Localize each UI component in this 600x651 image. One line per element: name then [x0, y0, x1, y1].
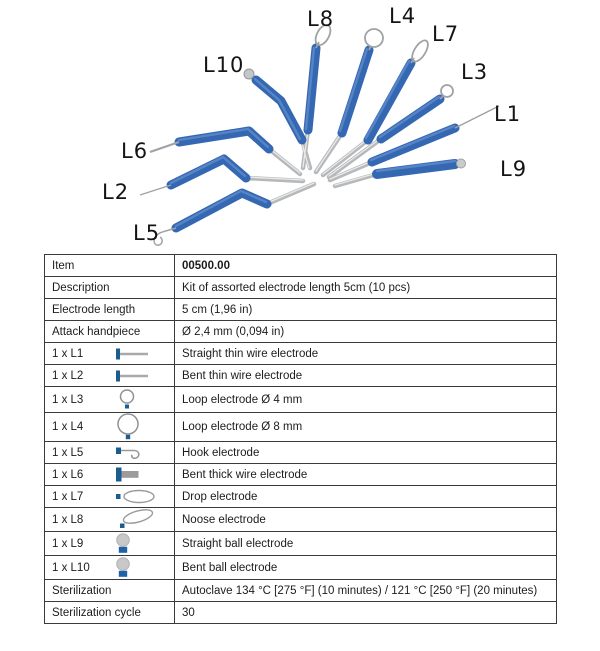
- handle-l2: [171, 159, 246, 185]
- drop-tip-l7: [409, 38, 431, 64]
- row-label: Item: [45, 255, 175, 277]
- bent-ball-electrode-icon: [114, 557, 132, 579]
- loop-4mm-electrode-icon: [114, 388, 140, 412]
- row-label: 1 x L3: [52, 393, 84, 406]
- loop-8mm-electrode-icon: [114, 413, 142, 441]
- row-l9: [45, 532, 557, 556]
- row-label: 1 x L1: [52, 347, 84, 360]
- row-sterilization-cycle: [45, 602, 557, 624]
- row-label: 1 x L4: [52, 421, 84, 433]
- row-label: Electrode length: [45, 299, 175, 321]
- row-value: 30: [175, 602, 557, 624]
- row-l10: [45, 556, 557, 580]
- straight-thin-wire-electrode-icon: [114, 345, 154, 363]
- row-attack-handpiece: [45, 321, 557, 343]
- row-value: Bent ball electrode: [175, 556, 557, 580]
- row-l2: [45, 365, 557, 387]
- photo-label-l2: L2: [102, 180, 130, 204]
- row-description: [45, 277, 557, 299]
- photo-label-l4: L4: [389, 4, 417, 28]
- row-value: Bent thin wire electrode: [175, 365, 557, 387]
- row-l3: [45, 387, 557, 413]
- row-value: Drop electrode: [175, 486, 557, 508]
- row-value: Autoclave 134 °C [275 °F] (10 minutes) / 121 °C [250 °F] (20 minutes): [175, 580, 557, 602]
- bent-thin-wire-electrode-icon: [114, 367, 154, 385]
- electrode-fan-illustration: [0, 0, 600, 250]
- row-item: [45, 255, 557, 277]
- row-l6: [45, 464, 557, 486]
- row-value: 5 cm (1,96 in): [175, 299, 557, 321]
- loop-tip-l4: [365, 29, 383, 47]
- row-sterilization: [45, 580, 557, 602]
- row-value: Straight ball electrode: [175, 532, 557, 556]
- handle-l5: [176, 193, 267, 228]
- row-label: 1 x L8: [52, 513, 84, 526]
- photo-label-l10: L10: [203, 53, 245, 77]
- row-label: Sterilization: [45, 580, 175, 602]
- row-value: Loop electrode Ø 8 mm: [175, 413, 557, 442]
- row-value: Loop electrode Ø 4 mm: [175, 387, 557, 413]
- ball-tip-l9: [457, 159, 466, 168]
- photo-label-l8: L8: [307, 7, 335, 31]
- row-label: 1 x L10: [52, 561, 90, 574]
- row-label: 1 x L9: [52, 537, 84, 550]
- spec-table: [44, 254, 557, 624]
- row-label: Sterilization cycle: [45, 602, 175, 624]
- row-label: 1 x L5: [52, 446, 84, 459]
- product-photo: [0, 0, 600, 250]
- photo-label-l5: L5: [133, 221, 161, 245]
- row-l7: [45, 486, 557, 508]
- row-value: Hook electrode: [175, 442, 557, 464]
- photo-label-l6: L6: [121, 139, 149, 163]
- row-l5: [45, 442, 557, 464]
- drop-electrode-icon: [114, 487, 158, 506]
- row-value: Noose electrode: [175, 508, 557, 532]
- wire-tip-l6: [150, 142, 179, 152]
- noose-electrode-icon: [114, 508, 158, 531]
- handle-l4: [342, 50, 369, 133]
- photo-label-l3: L3: [461, 60, 489, 84]
- wire-tip-l1: [455, 106, 499, 128]
- straight-ball-electrode-icon: [114, 533, 132, 555]
- row-label: 1 x L6: [52, 468, 84, 481]
- row-l8: [45, 508, 557, 532]
- ball-tip-l10: [244, 69, 254, 79]
- photo-label-l7: L7: [432, 22, 460, 46]
- hook-electrode-icon: [114, 444, 150, 462]
- row-electrode-length: [45, 299, 557, 321]
- photo-label-l1: L1: [494, 102, 522, 126]
- wire-tip-l2: [140, 185, 171, 195]
- photo-label-l9: L9: [500, 157, 528, 181]
- row-label: Description: [45, 277, 175, 299]
- row-l4: [45, 413, 557, 442]
- row-label: 1 x L2: [52, 369, 84, 382]
- row-value: Straight thin wire electrode: [175, 343, 557, 365]
- row-l1: [45, 343, 557, 365]
- row-value: Kit of assorted electrode length 5cm (10 pcs): [175, 277, 557, 299]
- row-value: Bent thick wire electrode: [175, 464, 557, 486]
- row-label: Attack handpiece: [45, 321, 175, 343]
- row-value: Ø 2,4 mm (0,094 in): [175, 321, 557, 343]
- bent-thick-wire-electrode-icon: [114, 465, 150, 484]
- item-number: 00500.00: [175, 255, 557, 277]
- row-label: 1 x L7: [52, 490, 84, 503]
- loop-tip-l3: [441, 85, 453, 97]
